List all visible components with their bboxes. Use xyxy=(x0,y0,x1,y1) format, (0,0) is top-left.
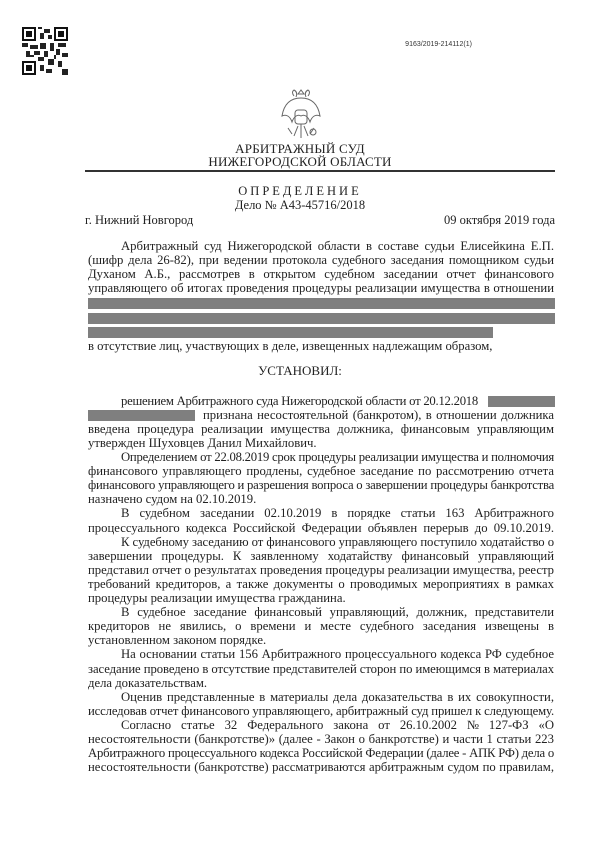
paragraph-line: назначено судом на 02.10.2019. xyxy=(88,492,257,506)
paragraph-line: финансового управляющего продлены, судебное заседание по рассмотрению отчета xyxy=(88,464,554,478)
paragraph-line: К судебному заседанию от финансового управляющего поступило ходатайство о xyxy=(121,535,554,549)
document-date: 09 октября 2019 года xyxy=(443,213,555,227)
paragraph-line: кредиторов не явились, о времени и месте судебного заседания извещены в xyxy=(88,619,554,633)
city: г. Нижний Новгород xyxy=(85,213,194,227)
intro-line: Арбитражный суд Нижегородской области в составе судьи Елисейкина Е.П. xyxy=(121,239,554,253)
coat-of-arms-emblem xyxy=(280,86,322,142)
court-name-line2: НИЖЕГОРОДСКОЙ ОБЛАСТИ xyxy=(208,154,392,169)
paragraph-line: Оценив представленные в материалы дела доказательства в их совокупности, xyxy=(121,690,554,704)
redacted-block xyxy=(488,396,555,407)
section-heading: УСТАНОВИЛ: xyxy=(258,363,342,378)
paragraph-line: процедуры реализации имущества гражданина. xyxy=(88,591,346,605)
paragraph-line: В судебном заседании 02.10.2019 в порядке статьи 163 Арбитражного xyxy=(121,506,554,520)
paragraph-line: представил отчет о результатах проведения процедуры реализации имущества, реестр xyxy=(88,563,554,577)
paragraph-line: заседание проведено в отсутствие представителей сторон по имеющимся в материалах xyxy=(88,662,554,676)
court-name-line1: АРБИТРАЖНЫЙ СУД xyxy=(235,141,365,156)
redacted-block xyxy=(88,410,195,421)
paragraph-line: дела доказательствам. xyxy=(88,676,208,690)
paragraph-line: несостоятельности (банкротстве) рассматриваются арбитражным судом по правилам, xyxy=(88,760,554,774)
paragraph-line: утвержден Шуховцев Данил Михайлович. xyxy=(88,436,317,450)
paragraph-line: Определением от 22.08.2019 срок процедуры реализации имущества и полномочия xyxy=(121,450,554,464)
paragraph-line: завершении процедуры. К заявленному ходатайству финансовый управляющий xyxy=(88,549,554,563)
case-number: Дело № А43-45716/2018 xyxy=(234,198,366,212)
paragraph-line: финансового управляющего и разрешения вопроса о завершении процедуры банкротства xyxy=(88,478,554,492)
paragraph-line: установленном законом порядке. xyxy=(88,633,267,647)
intro-line: управляющего об итогах проведения процедуры реализации имущества в отношении xyxy=(88,281,554,295)
paragraph-line: введена процедура реализации имущества должника, финансовым управляющим xyxy=(88,422,554,436)
redacted-block xyxy=(88,298,555,309)
redacted-block xyxy=(88,327,493,338)
intro-line: Духаном А.Б., рассмотрев в открытом судебном заседании отчет финансового xyxy=(88,267,554,281)
paragraph-line: В судебное заседание финансовый управляющий, должник, представители xyxy=(121,605,554,619)
paragraph-line: несостоятельности (банкротстве)» (далее - Закон о банкротстве) и части 1 статьи 223 xyxy=(88,732,554,746)
intro-attendance-line: в отсутствие лиц, участвующих в деле, извещенных надлежащим образом, xyxy=(88,339,493,353)
paragraph-line: признана несостоятельной (банкротом), в отношении должника xyxy=(203,408,554,422)
paragraph-line: решением Арбитражного суда Нижегородской области от 20.12.2018 xyxy=(121,394,478,408)
document-type: ОПРЕДЕЛЕНИЕ xyxy=(238,184,362,198)
paragraph-line: Арбитражного процессуального кодекса Российской Федерации (далее - АПК РФ) дела о xyxy=(88,746,554,760)
redacted-block xyxy=(88,313,555,324)
paragraph-line: процессуального кодекса Российской Федерации объявлен перерыв до 09.10.2019. xyxy=(88,521,554,535)
paragraph-line: На основании статьи 156 Арбитражного процессуального кодекса РФ судебное xyxy=(121,647,554,661)
intro-line: (шифр дела 26-82), при ведении протокола судебного заседания помощником судьи xyxy=(88,253,554,267)
header-divider xyxy=(85,170,555,172)
paragraph-line: Согласно статье 32 Федерального закона от 26.10.2002 № 127-ФЗ «О xyxy=(121,718,554,732)
paragraph-line: исследовав отчет финансового управляющего, арбитражный суд пришел к следующему. xyxy=(88,704,554,718)
paragraph-line: требований кредиторов, а также документы о проводимых мероприятиях в рамках xyxy=(88,577,554,591)
barcode-number: 9163/2019-214112(1) xyxy=(405,41,472,48)
qr-code xyxy=(22,27,68,75)
